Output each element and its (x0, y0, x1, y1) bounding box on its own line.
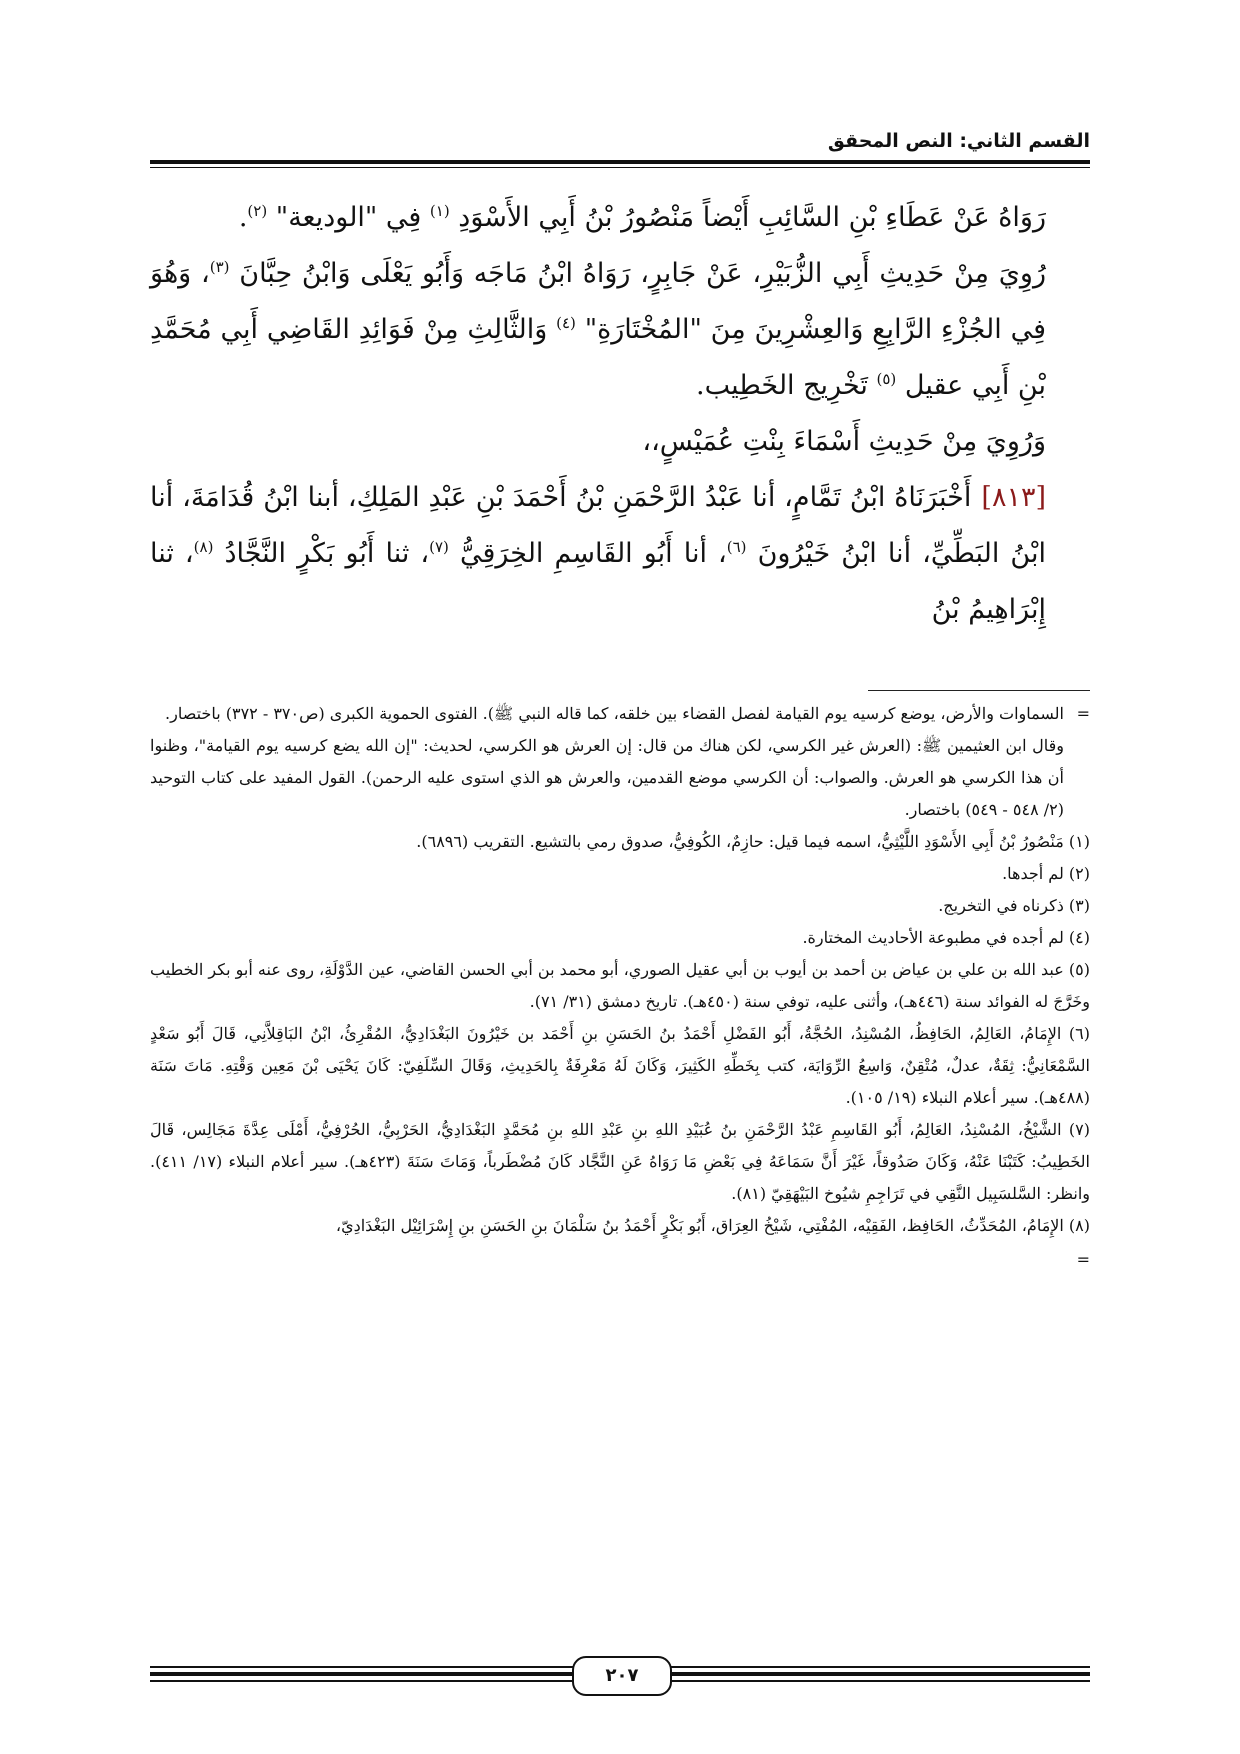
footnote-ref-3[interactable]: (٣) (209, 258, 230, 276)
main-text-span: رُوِيَ مِنْ حَدِيثِ أَبِي الزُّبَيْرِ، عَنْ جَابِرٍ، رَوَاهُ ابْنُ مَاجَه وَأَبُو يَعْلَى وَابْنُ حِبَّانَ (239, 258, 1046, 289)
footnote-ref-5[interactable]: (٥) (876, 370, 897, 388)
main-paragraph-4 (150, 470, 1090, 638)
footnote-1: (١) مَنْصُورُ بْنُ أَبِي الأَسْوَدِ اللَّيْثِيُّ، اسمه فيما قيل: حازِمٌ، الكُوفِيُّ، صدوق رمي بالتشيع. التقريب (٦٨٩٦). (416, 832, 1090, 851)
footnote-4: (٤) لم أجده في مطبوعة الأحاديث المختارة. (802, 928, 1090, 947)
footnote-ref-4[interactable]: (٤) (556, 314, 576, 332)
footnote-3: (٣) ذكرناه في التخريج. (938, 896, 1090, 915)
header-rule-thick (150, 160, 1090, 164)
main-text-span: . (238, 202, 248, 233)
page-number: ٢٠٧ (572, 1656, 672, 1696)
main-paragraph-1 (150, 190, 1090, 246)
footnote-7: (٧) الشَّيْخُ، المُسْنِدُ، العَالِمُ، أَبُو القَاسِمِ عَبْدُ الرَّحْمَنِ بنُ عُبَيْدِ اللهِ بنِ عَبْدِ اللهِ بنِ مُحَمَّدٍ البَغْدَادِيُّ، الحَرْبِيُّ، الحُرْفِيُّ، أَمْلَى عِدَّةَ مَجَالِس، قَالَ الخَطِيبُ: كَتَبْنَا عَنْهُ، وَكَانَ صَدُوقاً، غَيْرَ أَنَّ سَمَاعَهُ فِي بَعْضِ مَا رَوَاهُ عَنِ النَّجَّاد كَانَ مُضْطَرباً، وَمَاتَ سَنَةَ (٤٢٣هـ). سير أعلام النبلاء (١٧/ ٤١١). وانظر: السَّلسَبِيل النَّقِي في تَرَاجِمِ شيُوخ البَيْهَقِيّ (٨١). (150, 1120, 1090, 1203)
footnote-ref-7[interactable]: (٧) (429, 538, 449, 556)
main-text-span: ، ثنا أَبُو بَكْرٍ النَّجَّادُ (224, 538, 430, 569)
footnote-text: السماوات والأرض، يوضع كرسيه يوم القيامة لفصل القضاء بين خلقه، كما قاله النبي ﷺ). الفتوى الحموية الكبرى (ص٣٧٠ - ٣٧٢) باختصار. (165, 704, 1064, 723)
footnote-continuation-2: وقال ابن العثيمين ﷺ: (العرش غير الكرسي، لكن هناك من قال: إن العرش هو الكرسي، لحديث: "إن الله يضع كرسيه يوم القيامة"، وظنوا أن هذا الكرسي هو العرش. والصواب: أن الكرسي موضع القدمين، والعرش هو الذي استوى عليه الرحمن). القول المفيد على كتاب التوحيد (٢/ ٥٤٨ - ٥٤٩) باختصار. (150, 736, 1064, 819)
trailing-continuation-mark: = (1076, 1250, 1090, 1269)
footnote-separator (868, 690, 1090, 691)
main-text-span: ، أنا أَبُو القَاسِمِ الخِرَقِيُّ (459, 538, 727, 569)
main-paragraph-3: وَرُوِيَ مِنْ حَدِيثِ أَسْمَاءَ بِنْتِ عُمَيْسٍ،، (642, 426, 1046, 457)
footnote-ref-6[interactable]: (٦) (726, 538, 747, 556)
footnote-ref-2[interactable]: (٢) (247, 202, 268, 220)
footnotes (150, 698, 1091, 1269)
footnote-ref-8[interactable]: (٨) (193, 538, 214, 556)
main-text-span: ، ثنا إِبْرَاهِيمُ بْنُ (150, 538, 1046, 625)
header-rule-thin (150, 167, 1090, 168)
main-text-span: أَخْبَرَنَاهُ ابْنُ تَمَّامٍ، أنا عَبْدُ الرَّحْمَنِ بْنُ أَحْمَدَ بْنِ عَبْدِ المَلِكِ، أبنا ابْنُ قُدَامَةَ، أنا ابْنُ البَطِّيِّ، أنا ابْنُ خَيْرُونَ (150, 482, 1046, 569)
footnote-5: (٥) عبد الله بن علي بن عياض بن أحمد بن أيوب بن أبي عقيل الصوري، أبو محمد بن أبي الحسن القاضي، عين الدَّوْلَةِ، روى عنه أبو بكر الخطيب وخَرَّجَ له الفوائد سنة (٤٤٦هـ)، وأثنى عليه، توفي سنة (٤٥٠هـ). تاريخ دمشق (٣١/ ٧١). (150, 960, 1090, 1011)
main-text-span: ، وَهُوَ فِي الجُزْءِ الرَّابِعِ وَالعِشْرِينَ مِنَ "المُخْتَارَةِ" (150, 258, 1046, 345)
footnote-ref-1[interactable]: (١) (429, 202, 450, 220)
footnote-continuation (150, 698, 1090, 730)
main-text-span: تَخْرِيج الخَطِيب. (696, 370, 877, 401)
footnote-6: (٦) الإِمَامُ، العَالِمُ، الحَافِظُ، المُسْنِدُ، الحُجَّةُ، أَبُو الفَضْلِ أَحْمَدُ بنُ الحَسَنِ بنِ أَحْمَد بن خَيْرُونَ البَغْدَادِيُّ، المُقْرِئُ، ابْنُ البَاقِلاَّنِي، قَالَ أَبُو سَعْدٍ السَّمْعَانِيُّ: ثِقَةٌ، عدلٌ، مُتْقِنٌ، وَاسِعُ الرِّوَايَة، كتب بِخَطِّهِ الكَثِيرَ، وَكَانَ لَهُ مَعْرِفَةٌ بِالحَدِيثِ، وَقَالَ السِّلَفِيّ: كَانَ يَحْيَى بْنَ مَعِين وَقْتِهِ. مَاتَ سَنَة (٤٨٨هـ). سير أعلام النبلاء (١٩/ ١٠٥). (150, 1024, 1091, 1107)
main-text-span: فِي "الوديعة" (275, 202, 430, 233)
main-paragraph-2 (150, 246, 1090, 414)
footnote-2: (٢) لم أجدها. (1002, 864, 1090, 883)
main-text-span: رَوَاهُ عَنْ عَطَاءِ بْنِ السَّائِبِ أَيْضاً مَنْصُورُ بْنُ أَبِي الأَسْوَدِ (458, 202, 1046, 233)
running-header: القسم الثاني: النص المحقق (827, 130, 1090, 152)
footnote-8: (٨) الإِمَامُ، المُحَدِّثُ، الحَافِظ، الفَقِيْه، المُفْتِي، شَيْخُ العِرَاق، أَبُو بَكْرٍ أَحْمَدُ بنُ سَلْمَانَ بنِ الحَسَنِ بنِ إِسْرَائِيْل البَغْدَادِيّ، (335, 1216, 1090, 1235)
main-text (150, 190, 1090, 638)
hadith-number: [٨١٣] (981, 482, 1046, 513)
main-text-span: وَالثَّالِثِ مِنْ فَوَائِدِ القَاضِي أَبِي مُحَمَّدِ بْنِ أَبِي عقيل (150, 314, 1046, 401)
continuation-mark: = (1076, 704, 1090, 723)
